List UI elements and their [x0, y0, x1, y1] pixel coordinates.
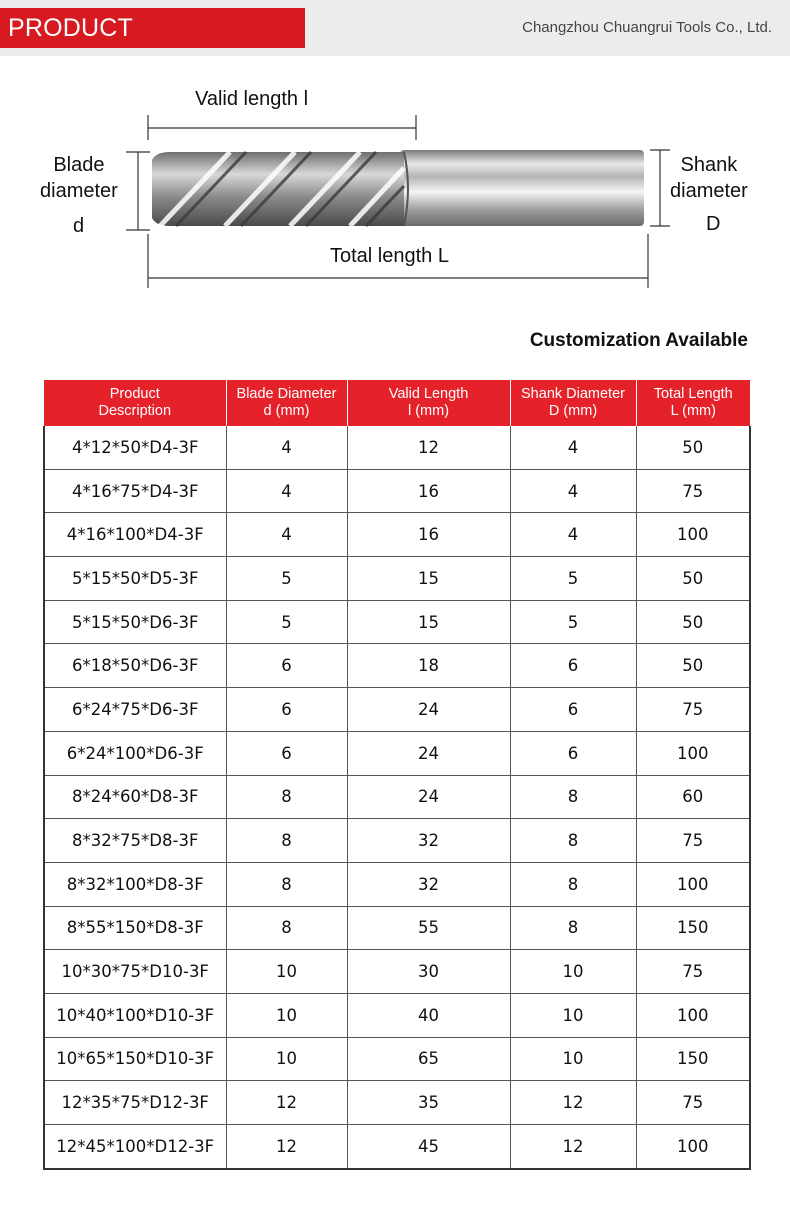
- valid-length-dimension: [148, 115, 416, 140]
- cell-shank-diameter: 8: [510, 819, 636, 863]
- table-row: [44, 993, 750, 1037]
- cell-valid-length: 45: [347, 1125, 510, 1169]
- cell-blade-diameter: 12: [226, 1125, 347, 1169]
- cell-blade-diameter: 4: [226, 513, 347, 557]
- table-row: [44, 688, 750, 732]
- cell-shank-diameter: 8: [510, 862, 636, 906]
- cell-blade-diameter: 8: [226, 906, 347, 950]
- table-row: [44, 862, 750, 906]
- valid-length-label: Valid length l: [195, 88, 309, 110]
- table-row: [44, 819, 750, 863]
- cell-product-description: 6*24*100*D6-3F: [44, 731, 226, 775]
- table-row: [44, 1125, 750, 1169]
- cell-shank-diameter: 6: [510, 688, 636, 732]
- header-total-length: Total Length L (mm): [636, 380, 750, 426]
- cell-valid-length: 65: [347, 1037, 510, 1081]
- cell-shank-diameter: 4: [510, 513, 636, 557]
- cell-total-length: 50: [636, 426, 750, 469]
- end-mill-diagram: [0, 60, 790, 320]
- cell-shank-diameter: 10: [510, 1037, 636, 1081]
- table-row: [44, 513, 750, 557]
- cell-shank-diameter: 10: [510, 993, 636, 1037]
- table-row: [44, 644, 750, 688]
- table-row: [44, 1037, 750, 1081]
- cell-total-length: 100: [636, 513, 750, 557]
- cell-product-description: 4*12*50*D4-3F: [44, 426, 226, 469]
- table-row: [44, 426, 750, 469]
- table-row: [44, 731, 750, 775]
- header-valid-length: Valid Length l (mm): [347, 380, 510, 426]
- cell-valid-length: 15: [347, 600, 510, 644]
- cell-total-length: 75: [636, 688, 750, 732]
- cell-valid-length: 16: [347, 513, 510, 557]
- cell-product-description: 8*32*100*D8-3F: [44, 862, 226, 906]
- cell-product-description: 8*55*150*D8-3F: [44, 906, 226, 950]
- cell-product-description: 10*65*150*D10-3F: [44, 1037, 226, 1081]
- table-row: [44, 600, 750, 644]
- cell-total-length: 60: [636, 775, 750, 819]
- cell-blade-diameter: 10: [226, 993, 347, 1037]
- cell-blade-diameter: 8: [226, 775, 347, 819]
- cell-valid-length: 40: [347, 993, 510, 1037]
- cell-blade-diameter: 5: [226, 600, 347, 644]
- cell-product-description: 6*24*75*D6-3F: [44, 688, 226, 732]
- shank-diameter-dimension: [650, 150, 670, 226]
- total-length-label: Total length L: [330, 245, 449, 267]
- cell-product-description: 10*40*100*D10-3F: [44, 993, 226, 1037]
- table-row: [44, 775, 750, 819]
- cell-total-length: 75: [636, 950, 750, 994]
- cell-product-description: 6*18*50*D6-3F: [44, 644, 226, 688]
- spec-table: [43, 380, 751, 1170]
- table-row: [44, 1081, 750, 1125]
- cell-total-length: 50: [636, 600, 750, 644]
- cell-valid-length: 15: [347, 557, 510, 601]
- cell-total-length: 100: [636, 862, 750, 906]
- cell-blade-diameter: 4: [226, 426, 347, 469]
- blade-diameter-label: Blade diameter: [40, 154, 118, 202]
- cell-shank-diameter: 4: [510, 426, 636, 469]
- cell-shank-diameter: 5: [510, 600, 636, 644]
- cell-total-length: 75: [636, 1081, 750, 1125]
- cell-shank-diameter: 12: [510, 1081, 636, 1125]
- cell-blade-diameter: 6: [226, 644, 347, 688]
- cell-total-length: 100: [636, 993, 750, 1037]
- cell-blade-diameter: 12: [226, 1081, 347, 1125]
- cell-valid-length: 16: [347, 469, 510, 513]
- cell-blade-diameter: 10: [226, 1037, 347, 1081]
- table-row: [44, 557, 750, 601]
- company-name: Changzhou Chuangrui Tools Co., Ltd.: [522, 19, 772, 36]
- cell-valid-length: 12: [347, 426, 510, 469]
- header-shank-diameter: Shank Diameter D (mm): [510, 380, 636, 426]
- cell-total-length: 75: [636, 469, 750, 513]
- table-body: [44, 426, 750, 1169]
- cell-product-description: 12*35*75*D12-3F: [44, 1081, 226, 1125]
- cell-blade-diameter: 10: [226, 950, 347, 994]
- cell-valid-length: 24: [347, 688, 510, 732]
- cell-shank-diameter: 6: [510, 731, 636, 775]
- header-bar: [0, 0, 790, 82]
- cell-shank-diameter: 10: [510, 950, 636, 994]
- cell-total-length: 150: [636, 906, 750, 950]
- cell-valid-length: 55: [347, 906, 510, 950]
- cell-total-length: 50: [636, 644, 750, 688]
- cell-shank-diameter: 8: [510, 906, 636, 950]
- cell-product-description: 4*16*75*D4-3F: [44, 469, 226, 513]
- cell-product-description: 10*30*75*D10-3F: [44, 950, 226, 994]
- cell-product-description: 5*15*50*D5-3F: [44, 557, 226, 601]
- table-row: [44, 906, 750, 950]
- cell-valid-length: 35: [347, 1081, 510, 1125]
- cell-product-description: 8*32*75*D8-3F: [44, 819, 226, 863]
- cell-blade-diameter: 4: [226, 469, 347, 513]
- cell-shank-diameter: 12: [510, 1125, 636, 1169]
- cell-shank-diameter: 5: [510, 557, 636, 601]
- cell-blade-diameter: 5: [226, 557, 347, 601]
- cell-valid-length: 18: [347, 644, 510, 688]
- cell-valid-length: 32: [347, 819, 510, 863]
- cell-total-length: 100: [636, 1125, 750, 1169]
- cell-blade-diameter: 6: [226, 688, 347, 732]
- cell-valid-length: 24: [347, 775, 510, 819]
- cell-blade-diameter: 8: [226, 862, 347, 906]
- cell-shank-diameter: 8: [510, 775, 636, 819]
- header-product-description: Product Description: [44, 380, 226, 426]
- cell-blade-diameter: 8: [226, 819, 347, 863]
- table-row: [44, 469, 750, 513]
- shank-diameter-symbol: D: [706, 213, 721, 235]
- cell-valid-length: 24: [347, 731, 510, 775]
- cell-shank-diameter: 6: [510, 644, 636, 688]
- table-header-row: [44, 380, 750, 426]
- shank-body: [400, 150, 644, 226]
- blade-diameter-dimension: [126, 152, 150, 230]
- cell-product-description: 5*15*50*D6-3F: [44, 600, 226, 644]
- blade-diameter-symbol: d: [73, 215, 85, 237]
- table-row: [44, 950, 750, 994]
- shank-diameter-label: Shank diameter: [670, 154, 748, 202]
- cell-blade-diameter: 6: [226, 731, 347, 775]
- cell-shank-diameter: 4: [510, 469, 636, 513]
- cell-valid-length: 32: [347, 862, 510, 906]
- cell-total-length: 75: [636, 819, 750, 863]
- cell-valid-length: 30: [347, 950, 510, 994]
- page-title: PRODUCT DESCRIPTION: [0, 8, 305, 48]
- cell-product-description: 12*45*100*D12-3F: [44, 1125, 226, 1169]
- cell-total-length: 100: [636, 731, 750, 775]
- cell-product-description: 8*24*60*D8-3F: [44, 775, 226, 819]
- customization-note: Customization Available: [529, 330, 748, 351]
- cell-total-length: 150: [636, 1037, 750, 1081]
- cell-product-description: 4*16*100*D4-3F: [44, 513, 226, 557]
- cell-total-length: 50: [636, 557, 750, 601]
- header-blade-diameter: Blade Diameter d (mm): [226, 380, 347, 426]
